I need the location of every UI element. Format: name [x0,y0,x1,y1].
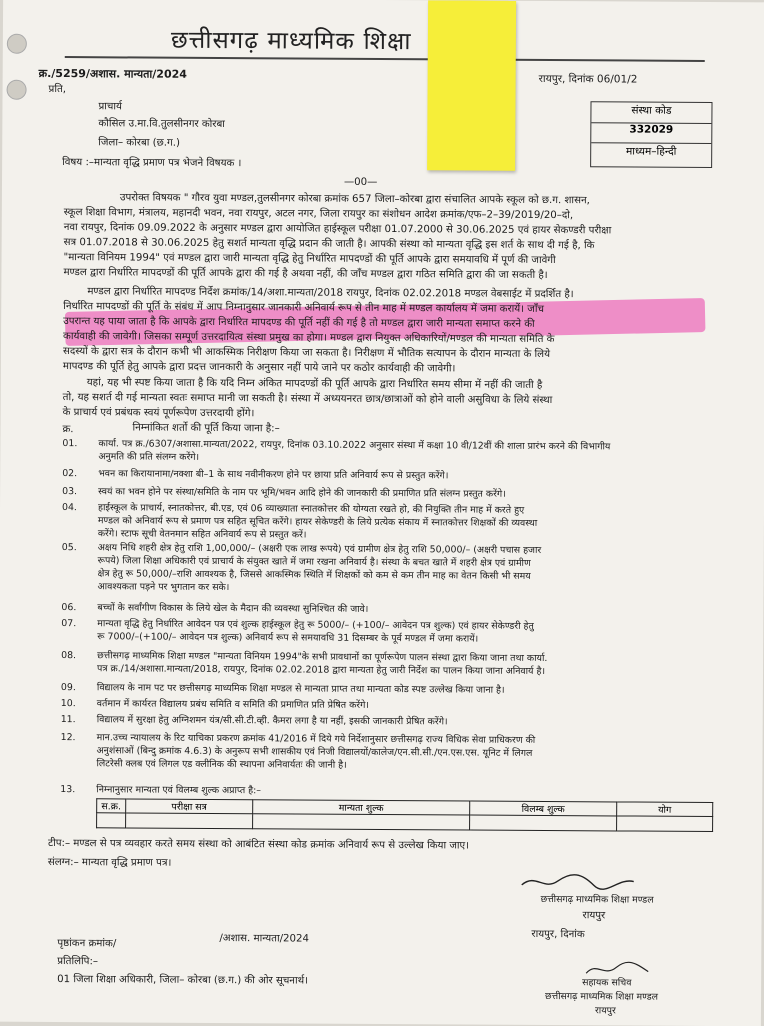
body-line: यहां, यह भी स्पष्ट किया जाता है कि यदि निम्न अंकित मापदण्डों की पूर्ति आपके द्वारा निर्धारित समय सीमा में नहीं की जाती है [86,377,543,391]
body-line: उपरोक्त विषयक " गौरव युवा मण्डल,तुलसीनगर कोरबा क्रमांक 657 जिला–कोरबा द्वारा संचालित आपके स्कूल को छ.ग. शासन, [119,192,590,207]
note-line: टीप:– मण्डल से पत्र व्यवहार करते समय संस्था को आबंटित संस्था कोड क्रमांक अनिवार्य रूप से उल्लेख किया जाए। [47,837,470,852]
institution-code-box [590,101,712,168]
condition-number: 03. [62,486,78,498]
body-line: "मान्यता विनियम 1994" एवं मण्डल द्वारा जारी मान्यता वृद्धि हेतु निर्धारित मापदण्डों की पूर्ति आपके द्वारा समयावधि में पूर्ण की जावेगी [63,252,556,267]
body-line: तो, यह सशर्त दी गई मान्यता स्वतः समाप्त मानी जा सकती है। संस्था में अध्ययनरत छात्र/छात्राओं को होने वाली असुविधा के लिये संस्था [62,392,553,407]
prati-label: प्रति, [48,83,67,96]
condition-text: लिटरेसी क्लब एवं लिगल एड क्लीनिक की स्थापना अनिवार्यतः की जानी है। [96,758,347,771]
addressee-line: जिला– कोरबा (छ.ग.) [98,137,180,149]
condition-number: 13. [60,784,76,796]
assistant-secretary-title: सहायक सचिव [582,977,632,989]
addressee-line: प्राचार्य [98,101,122,113]
letter-date: रायपुर, दिनांक 06/01/2 [538,72,638,86]
fees-cell [470,815,617,831]
fees-header: परीक्षा सत्र [126,799,253,814]
condition-text: पत्र क्र./14/अशासा.मान्यता/2018, रायपुर, दिनांक 02.02.2018 द्वारा मान्यता हेतु जारी निर्देश का पालन किया जाना अनिवार्य है। [97,663,546,677]
body-line: निर्धारित मापदण्डों की पूर्ति के संबंध में आप निम्नानुसार जानकारी अनिवार्य रूप से तीन माह में मण्डल कार्यालय में जमा करायें। जाँच [63,301,544,315]
fees-cell [126,813,253,829]
condition-text: विद्यालय के नाम पट पर छत्तीसगढ़ माध्यमिक शिक्षा मण्डल से मान्यता प्राप्त तथा मान्यता कोड स्पष्ट उल्लेख किया जाना है। [96,682,505,696]
condition-number: 06. [61,602,77,614]
conditions-title: निम्नांकित शर्तो की पूर्ति किया जाना है:– [132,422,280,435]
condition-text: अक्षय निधि शहरी क्षेत्र हेतु राशि 1,00,000/– (अक्षरी एक लाख रूपये) एवं ग्रामीण क्षेत्र हेतु राशि 50,000/– (अक्षरी पचास हजार [97,542,542,556]
condition-text: निम्नानुसार मान्यता एवं विलम्ब शुल्क अप्राप्त है:– [96,784,262,797]
sticky-note [427,0,516,171]
body-line: उपरान्त यह पाया जाता है कि आपके द्वारा निर्धारित मापदण्ड की पूर्ति नहीं की गई है तो मण्डल द्वारा जारी मान्यता समाप्त करने की [63,316,535,330]
condition-text: आवश्यकता पड़ने पर भुगतान कर सके। [97,581,230,594]
condition-text: वर्तमान में कार्यरत विद्यालय प्रबंध समिति व समिति की प्रमाणित प्रति प्रेषित करेंगे। [96,698,370,711]
assistant-secretary-org: छत्तीसगढ़ माध्यमिक शिक्षा मण्डल [545,991,659,1003]
assistant-secretary-city: रायपुर [594,1005,616,1017]
condition-number: 08. [61,650,77,662]
condition-text: स्वयं का भवन होने पर संस्था/समिति के नाम पर भूमि/भवन आदि होने की जानकारी की प्रमाणित प्रति संलग्न प्रस्तुत करेंगे। [98,486,506,500]
condition-number: 04. [61,502,77,514]
body-line: कार्यवाही की जावेगी। जिसका सम्पूर्ण उत्तरदायित्व संस्था प्रमुख का होगा। मण्डल द्वारा नियुक्त अधिकारियों/मण्डल की मान्यता समिति के [63,331,555,346]
board-name-sign: छत्तीसगढ़ माध्यमिक शिक्षा मण्डल [540,893,654,906]
fees-header: योग [617,802,713,817]
condition-text: मान्यता वृद्धि हेतु निर्धारित आवेदन पत्र एवं शुल्क हाईस्कूल हेतु रू 5000/– (+100/– आवेदन पत्र शुल्क) एवं हायर सेकेण्डरी हेतु [97,618,534,632]
addressee-line: कौसिल उ.मा.वि.तुलसीनगर कोरबा [98,118,225,131]
punch-hole [7,80,27,100]
condition-number: 02. [62,468,78,480]
fees-cell [97,813,126,828]
condition-number: 05. [61,542,77,554]
fees-cell [253,814,470,830]
letterhead-divider [65,56,705,62]
condition-text: छत्तीसगढ़ माध्यमिक शिक्षा मण्डल "मान्यता विनियम 1994"के सभी प्रावधानों का पूर्णरूपेण पालन संस्था द्वारा किया जाना तथा कार्या. [97,650,548,665]
serial-label: क्र. [62,424,74,436]
subject-line: विषय :–मान्यता वृद्धि प्रमाण पत्र भेजने विषयक । [62,157,242,170]
punch-hole [7,34,27,54]
condition-text: अनुमति की प्रति संलग्न करेंगे। [98,451,200,463]
conditions-list [3,0,764,2]
note-line: संलग्न:– मान्यता वृद्धि प्रमाण पत्र। [47,856,172,869]
body-line: सदस्यों के द्वारा सत्र के दौरान कभी भी आकस्मिक निरीक्षण किया जा सकता है। निरीक्षण में भौतिक सत्यापन के दौरान मान्यता के लिये [62,346,551,361]
body-line: नवा रायपुर, दिनांक 09.09.2022 के अनुसार मण्डल द्वारा आयोजित हाईस्कूल परीक्षा 01.07.2000 से 30.06.2025 एवं हायर सेकण्डरी परीक्षा [63,222,612,237]
fees-table [96,798,713,832]
condition-text: रूपये) जिला शिक्षा अधिकारी एवं प्राचार्य के संयुक्त खाते में जमा रखना अनिवार्य है। संस्था के बचत खाते में शहरी क्षेत्र एवं ग्रामीण [97,555,531,569]
endorsement-number: पृष्ठांकन क्रमांक/ [57,938,117,950]
fees-header: स.क्र. [97,799,126,813]
copy-to-label: प्रतिलिपि:– [57,956,99,968]
condition-number: 12. [60,732,76,744]
condition-text: विद्यालय में सुरक्षा हेतु अग्निशमन यंत्र/सी.सी.टी.व्ही. कैमरा लगा है या नहीं, इसकी जानकारी प्रेषित करेंगे। [96,714,448,728]
endorsement-ref: /अशास. मान्यता/2024 [219,933,310,945]
sign-date: रायपुर, दिनांक [531,928,585,941]
fees-header: मान्यता शुल्क [253,800,470,815]
condition-text: मण्डल को अनिवार्य रूप से प्रमाण पत्र सहित सूचित करेंगे। हायर सेकेण्डरी के लिये प्रत्येक संकाय में स्नातकोत्तर शिक्षकों की व्यवस्था [97,515,538,529]
condition-text: मान.उच्च न्यायालय के रिट याचिका प्रकरण क्रमांक 41/2016 में दिये गये निर्देशानुसार छत्तीसगढ़ राज्य विधिक सेवा प्राधिकरण की [96,732,536,746]
copy-to-item: 01 जिला शिक्षा अधिकारी, जिला– कोरबा (छ.ग.) की ओर सूचनार्थ। [57,974,309,987]
medium-label: माध्यम–हिन्दी [625,145,677,158]
fees-header: विलम्ब शुल्क [470,801,617,816]
condition-text: क्षेत्र हेतु रू 50,000/–राशि आवश्यक है, जिससे आकस्मिक स्थिति में शिक्षकों को कम से कम तीन माह का वेतन किसी भी समय [97,568,531,582]
condition-number: 09. [60,682,76,694]
condition-text: रू 7000/–(+100/– आवेदन पत्र शुल्क) अनिवार्य रूप से समयावधि 31 दिसम्बर के पूर्व मण्डल में जमा करायें। [97,631,479,645]
divider-mark: —00— [343,176,378,188]
condition-text: कार्या. पत्र क्र./6307/अशासा.मान्यता/2022, रायपुर, दिनांक 03.10.2022 अनुसार संस्था में कक्षा 10 वी/12वीं की शाला प्रारंभ करने की विभागीय [98,438,611,453]
body-line: मण्डल द्वारा निर्धारित मापदण्डों की पूर्ति आपके द्वारा की गई है अथवा नहीं, की जाँच मण्डल द्वारा गठित समिति द्वारा की जा सकती है। [63,267,548,282]
condition-text: करेंगे। स्टाफ सूची वेतनमान सहित अनिवार्य रूप से प्रस्तुत करें। [97,528,307,541]
reference-number: क्र./5259/अशास. मान्यता/2024 [38,66,187,81]
body-line: मण्डल द्वारा निर्धारित मापदण्ड निर्देश क्रमांक/14/अशा.मान्यता/2018 रायपुर, दिनांक 02.02.2018 मण्डल वेबसाईट में प्रदर्शित है। [87,286,574,301]
board-city-sign: रायपुर [582,910,606,922]
condition-number: 11. [60,714,76,726]
condition-number: 10. [60,698,76,710]
letterhead-title: छत्तीसगढ़ माध्यमिक शिक्षा [170,25,412,56]
fees-cell [617,816,713,832]
body-line: सत्र 01.07.2018 से 30.06.2025 हेतु सशर्त मान्यता वृद्धि प्रदान की जाती है। आपकी संस्था को मान्यता वृद्धि इस शर्त के साथ दी गई है, कि [63,237,595,252]
code-label: संस्था कोड [591,103,711,124]
condition-text: अनुशंसाओं (बिन्दु क्रमांक 4.6.3) के अनुरूप सभी शासकीय एवं निजी विद्यालयों/कालेज/एन.सी.सी./एन.एस.एस. यूनिट में लिगल [96,745,533,759]
body-line: मापदण्ड की पूर्ति हेतु आपके द्वारा प्रदत्त जानकारी के अनुसार नहीं पाये जाने पर कठोर कार्यवाही की जावेगी। [62,361,456,375]
letter-body [3,0,764,2]
body-line: स्कूल शिक्षा विभाग, मंत्रालय, महानदी भवन, नवा रायपुर, अटल नगर, जिला रायपुर का संशोधन आदेश क्रमांक/एफ–2–39/2019/20–दो, [63,207,574,222]
condition-number: 01. [62,438,78,450]
body-line: के प्राचार्य एवं प्रबंधक स्वयं पूर्णरूपेण उत्तरदायी होंगे। [62,407,255,420]
signature-scribble [518,869,638,894]
institution-code: 332029 [591,123,711,144]
condition-text: बच्चों के सर्वांगीण विकास के लिये खेल के मैदान की व्यवस्था सुनिश्चित की जावे। [97,602,369,615]
condition-text: हाईस्कूल के प्राचार्य, स्नातकोत्तर, बी.एड, एवं 06 व्याख्याता स्नातकोत्तर की योग्यता रखते हो, की नियुक्ति तीन माह में करते हुए [97,502,525,516]
condition-number: 07. [61,618,77,630]
condition-text: भवन का किरायानामा/नक्शा बी–1 के साथ नवीनीकरण होने पर छाया प्रति अनिवार्य रूप से प्रस्तुत करेंगे। [98,468,449,482]
